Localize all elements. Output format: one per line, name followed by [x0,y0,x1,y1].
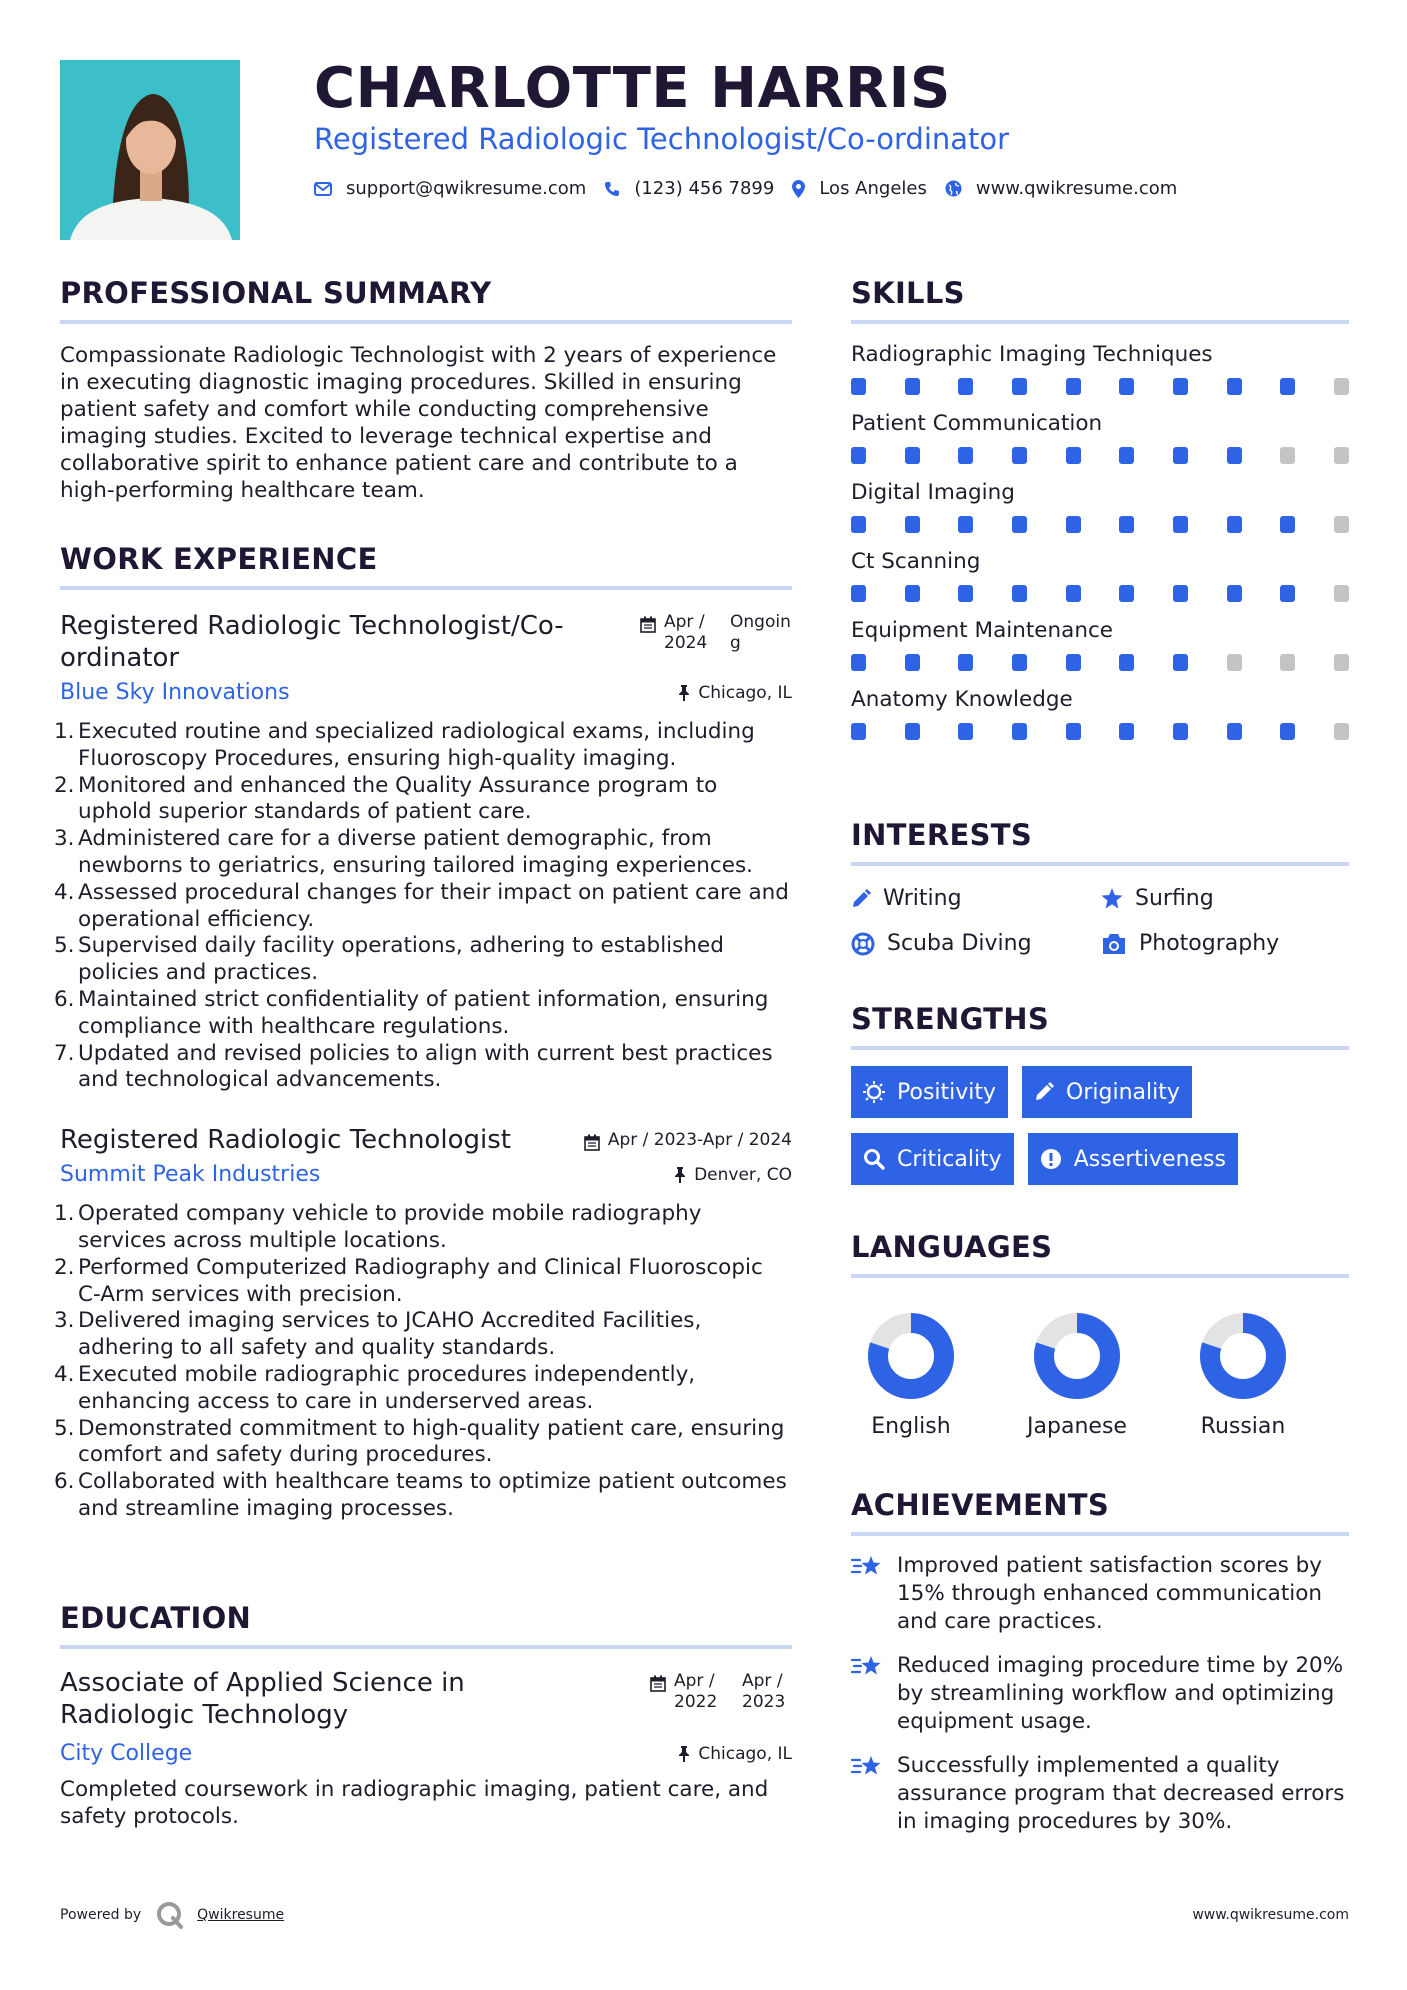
contact-website-text: www.qwikresume.com [975,178,1178,199]
job-location [674,1165,792,1185]
languages-heading: LANGUAGES [851,1230,1349,1278]
job-bullets [54,719,792,1094]
skill-dot-filled [905,723,920,740]
shooting-star-icon [851,1554,883,1580]
skill-dot-empty [1334,447,1349,464]
pencil-icon [851,889,871,909]
list-item: 1. Operated company vehicle to provide mobile radiography services across multiple locations. [54,1201,702,1253]
achievement-item [851,1652,1349,1736]
bullet-text: Collaborated with healthcare teams to optimize patient outcomes and streamline imaging processes. [78,1469,787,1521]
skill-name: Ct Scanning [851,549,981,574]
skill-dot-empty [1334,378,1349,395]
skill-dot-filled [958,723,973,740]
shooting-star-icon [851,1654,883,1680]
achievements-heading: ACHIEVEMENTS [851,1488,1349,1536]
list-item: 1. Executed routine and specialized radiological exams, including Fluoroscopy Procedures, ensuring high-quality imaging. [54,719,755,771]
interest-item [1101,886,1349,911]
strengths-heading: STRENGTHS [851,1002,1349,1050]
skill-dot-filled [958,654,973,671]
strength-label: Positivity [897,1079,997,1105]
language-label: Japanese [1027,1414,1127,1439]
skills-section [851,276,1349,756]
bullet-text: Monitored and enhanced the Quality Assurance program to uphold superior standards of patient care. [78,772,718,825]
profile-photo [60,60,240,240]
education-heading: EDUCATION [60,1601,792,1649]
skill-dot-filled [1066,654,1081,671]
globe-icon [945,180,962,197]
skill-item [851,687,1349,740]
skill-level [851,585,1349,602]
skill-dot-filled [1280,378,1295,395]
job-date [640,612,792,674]
contact-website[interactable] [945,178,1177,199]
skill-dot-filled [1066,447,1081,464]
skill-dot-filled [958,447,973,464]
contact-location [792,178,927,199]
skill-dot-filled [1119,585,1134,602]
alert-icon [1040,1148,1062,1170]
skill-dot-filled [851,447,866,464]
skill-dot-filled [1173,447,1188,464]
star-icon [1101,888,1123,909]
skill-dot-empty [1334,723,1349,740]
strengths-section [851,1002,1349,1200]
job-date-end: Ongoing [730,612,791,653]
bullet-text: Maintained strict confidentiality of patient information, ensuring compliance with healthcare regulations. [78,986,769,1039]
achievement-text: Reduced imaging procedure time by 20% by streamlining workflow and optimizing equipment usage. [897,1653,1344,1734]
powered-by-label: Powered by [60,1907,142,1923]
interest-label: Photography [1139,931,1280,956]
strength-label: Assertiveness [1073,1146,1226,1172]
skill-dot-filled [851,585,866,602]
interest-item [851,886,1101,911]
skill-dot-filled [1119,723,1134,740]
bullet-text: Executed routine and specialized radiological exams, including Fluoroscopy Procedures, ensuring high-quality imaging. [78,719,755,771]
language-label: Russian [1200,1414,1286,1439]
contact-phone[interactable] [604,178,774,199]
qwikresume-logo-icon [155,1900,185,1930]
skill-dot-filled [1280,723,1295,740]
skill-item [851,411,1349,464]
job-entry [54,610,792,1094]
skill-dot-filled [1066,378,1081,395]
bullet-text: Updated and revised policies to align with current best practices and technological advancements. [78,1040,773,1093]
education-date-end: Apr / 2023 [742,1671,786,1712]
footer-website[interactable]: www.qwikresume.com [1192,1907,1349,1923]
contact-email[interactable] [314,178,586,199]
life-ring-icon [851,932,875,956]
language-donut [1017,1312,1137,1402]
summary-text: Compassionate Radiologic Technologist with 2 years of experience in executing diagnostic imaging procedures. Skilled in ensuring patient safety and comfort while conducting comprehensive imaging studies. Excited to leverage technical expertise and collaborative spirit to enhance patient care and contribute to a high-performing healthcare team. [60,343,777,503]
skill-name: Patient Communication [851,411,1103,436]
languages-list [851,1312,1349,1439]
interests-heading: INTERESTS [851,818,1349,866]
work-heading: WORK EXPERIENCE [60,542,792,590]
job-role: Registered Radiologic Technologist/Co-ordinator [60,611,564,673]
skill-dot-filled [1119,654,1134,671]
skill-dot-filled [958,516,973,533]
list-item: 6. Maintained strict confidentiality of patient information, ensuring compliance with healthcare regulations. [54,986,769,1039]
skill-dot-empty [1334,654,1349,671]
skill-dot-filled [905,585,920,602]
skill-dot-filled [1066,585,1081,602]
skill-dot-empty [1334,516,1349,533]
skill-dot-filled [1012,447,1027,464]
strength-badge [851,1133,1014,1185]
skill-dot-filled [1066,516,1081,533]
skill-level [851,723,1349,740]
envelope-icon [314,182,332,196]
pencil-icon [1034,1082,1054,1102]
strength-badge [1022,1066,1192,1118]
pushpin-icon [678,685,690,701]
skill-level [851,654,1349,671]
bullet-text: Delivered imaging services to JCAHO Accredited Facilities, adhering to all safety and quality standards. [78,1308,702,1361]
bullet-text: Performed Computerized Radiography and Clinical Fluoroscopic C-Arm services with precision. [78,1254,763,1307]
skill-level [851,516,1349,533]
person-portrait-icon [60,60,240,240]
achievement-item [851,1752,1349,1836]
skill-dot-filled [905,516,920,533]
skill-name: Equipment Maintenance [851,618,1113,643]
education-location-text: Chicago, IL [698,1743,792,1764]
skill-dot-empty [1227,654,1242,671]
skill-dot-filled [1173,654,1188,671]
job-role: Registered Radiologic Technologist [60,1125,511,1156]
skill-dot-filled [1012,585,1027,602]
interest-item [851,931,1101,956]
skill-dot-filled [1012,723,1027,740]
job-date-text: Apr / 2023-Apr / 2024 [607,1129,792,1150]
candidate-name: CHARLOTTE HARRIS [314,56,951,121]
list-item: 6. Collaborated with healthcare teams to optimize patient outcomes and streamline imaging processes. [54,1469,787,1521]
skill-name: Anatomy Knowledge [851,687,1073,712]
job-date-start: Apr / 2024 [664,612,708,653]
interest-item [1101,931,1349,956]
skill-dot-filled [1119,516,1134,533]
skill-dot-filled [1173,378,1188,395]
education-location [678,1744,792,1764]
shooting-star-icon [851,1754,883,1780]
candidate-title: Registered Radiologic Technologist/Co-ordinator [314,122,1010,156]
bullet-text: Demonstrated commitment to high-quality patient care, ensuring comfort and safety during procedures. [78,1415,785,1468]
skill-dot-empty [1280,654,1295,671]
job-location-text: Chicago, IL [698,682,792,703]
skill-dot-filled [1173,585,1188,602]
language-label: English [871,1414,951,1439]
strength-label: Originality [1066,1079,1180,1105]
bullet-text: Operated company vehicle to provide mobile radiography services across multiple locations. [78,1201,702,1253]
achievements-section [851,1488,1349,1836]
list-item: 2. Monitored and enhanced the Quality Assurance program to uphold superior standards of patient care. [54,772,718,825]
skill-dot-filled [851,378,866,395]
interest-label: Scuba Diving [887,931,1032,956]
language-item [1017,1312,1183,1439]
list-item: 4. Assessed procedural changes for their impact on patient care and operational efficiency. [54,879,789,932]
job-location-text: Denver, CO [694,1164,792,1185]
list-item: 5. Supervised daily facility operations, adhering to established policies and practices. [54,933,724,986]
skill-dot-filled [851,723,866,740]
job-location [678,683,792,703]
phone-icon [604,181,620,197]
skill-dot-filled [851,654,866,671]
skill-item [851,342,1349,395]
skill-dot-filled [905,378,920,395]
list-item: 4. Executed mobile radiographic procedures independently, enhancing access to care in underserved areas. [54,1361,696,1414]
skill-level [851,378,1349,395]
skill-item [851,618,1349,671]
calendar-icon [640,616,656,633]
language-donut [1183,1312,1303,1402]
languages-section [851,1230,1349,1439]
contact-location-text: Los Angeles [819,178,927,199]
skills-heading: SKILLS [851,276,1349,324]
sun-icon [863,1081,885,1103]
achievement-text: Successfully implemented a quality assurance program that decreased errors in imaging procedures by 30%. [897,1753,1345,1834]
skill-dot-empty [1334,585,1349,602]
skill-dot-filled [851,516,866,533]
strength-label: Criticality [897,1146,1002,1172]
contact-phone-text: (123) 456 7899 [634,178,775,199]
skill-dot-filled [1012,654,1027,671]
list-item: 5. Demonstrated commitment to high-quality patient care, ensuring comfort and safety during procedures. [54,1415,785,1468]
job-bullets [54,1201,792,1523]
language-item [1183,1312,1349,1439]
camera-icon [1101,933,1127,955]
skill-item [851,549,1349,602]
job-entry [54,1124,792,1523]
skill-dot-empty [1280,447,1295,464]
interest-label: Writing [883,886,962,911]
skills-list [851,342,1349,740]
strength-badge [851,1066,1008,1118]
contact-bar [314,178,1195,199]
map-pin-icon [792,180,805,198]
skill-dot-filled [1280,516,1295,533]
skill-dot-filled [1227,723,1242,740]
achievements-list [851,1552,1349,1836]
education-date-start: Apr / 2022 [674,1671,718,1712]
skill-dot-filled [1173,723,1188,740]
job-company[interactable]: Summit Peak Industries [60,1162,321,1188]
education-entry [60,1667,792,1830]
job-date [584,1130,792,1151]
summary-heading: PROFESSIONAL SUMMARY [60,276,792,324]
search-icon [863,1148,885,1170]
skill-dot-filled [958,378,973,395]
skill-dot-filled [1227,378,1242,395]
language-item [851,1312,1017,1439]
skill-dot-filled [958,585,973,602]
list-item: 7. Updated and revised policies to align with current best practices and technological advancements. [54,1040,773,1093]
skill-dot-filled [1227,585,1242,602]
education-date [650,1671,792,1731]
work-section [54,542,792,1523]
skill-dot-filled [905,447,920,464]
list-item: 3. Delivered imaging services to JCAHO Accredited Facilities, adhering to all safety and quality standards. [54,1308,702,1361]
job-company[interactable]: Blue Sky Innovations [60,680,290,705]
skill-dot-filled [1227,447,1242,464]
bullet-text: Executed mobile radiographic procedures independently, enhancing access to care in underserved areas. [78,1361,696,1414]
skill-dot-filled [1280,585,1295,602]
bullet-text: Supervised daily facility operations, adhering to established policies and practices. [78,933,724,986]
skill-dot-filled [1012,378,1027,395]
achievement-item [851,1552,1349,1636]
strength-badge [1028,1133,1238,1185]
degree-name: Associate of Applied Science in Radiologic Technology [60,1668,465,1730]
school-name[interactable]: City College [60,1741,193,1766]
language-donut [851,1312,971,1402]
skill-item [851,480,1349,533]
skill-name: Digital Imaging [851,480,1015,505]
calendar-icon [584,1134,600,1151]
interests-section [851,818,1349,956]
interests-list [851,886,1349,956]
skill-dot-filled [1227,516,1242,533]
contact-email-text: support@qwikresume.com [346,178,587,199]
education-section [60,1601,792,1830]
skill-dot-filled [1012,516,1027,533]
qwikresume-link[interactable]: Qwikresume [197,1907,285,1923]
pushpin-icon [678,1746,690,1762]
bullet-text: Administered care for a diverse patient demographic, from newborns to geriatrics, ensuring tailored imaging experiences. [78,826,753,878]
list-item: 3. Administered care for a diverse patient demographic, from newborns to geriatrics, ensuring tailored imaging experiences. [54,826,753,878]
interest-label: Surfing [1135,886,1214,911]
strengths-list [851,1066,1349,1200]
skill-dot-filled [1119,378,1134,395]
education-description: Completed coursework in radiographic imaging, patient care, and safety protocols. [60,1777,769,1829]
skill-name: Radiographic Imaging Techniques [851,342,1213,367]
summary-section [60,276,792,504]
achievement-text: Improved patient satisfaction scores by 15% through enhanced communication and care practices. [897,1553,1323,1634]
skill-dot-filled [1173,516,1188,533]
footer-powered-by [60,1900,284,1930]
bullet-text: Assessed procedural changes for their impact on patient care and operational efficiency. [78,879,789,932]
skill-dot-filled [1119,447,1134,464]
skill-dot-filled [905,654,920,671]
skill-dot-filled [1066,723,1081,740]
list-item: 2. Performed Computerized Radiography and Clinical Fluoroscopic C-Arm services with precision. [54,1254,763,1307]
skill-level [851,447,1349,464]
calendar-icon [650,1675,666,1692]
pushpin-icon [674,1167,686,1183]
